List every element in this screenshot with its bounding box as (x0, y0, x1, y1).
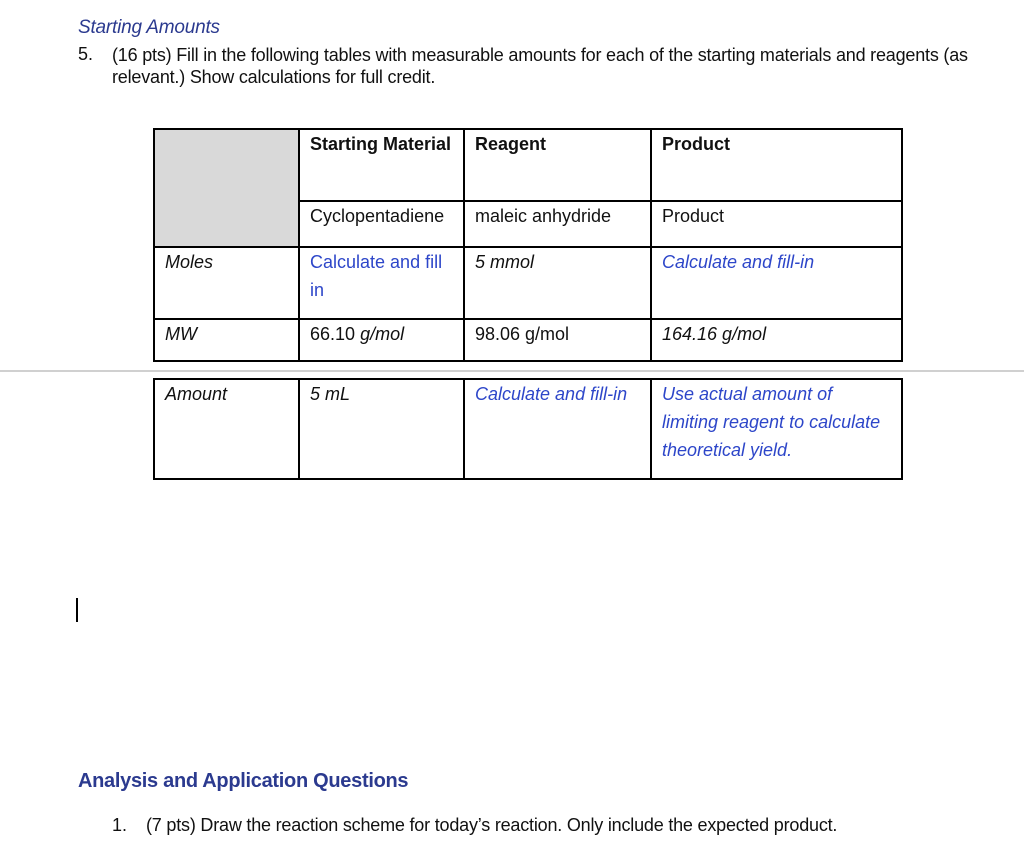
cell-moles-product[interactable]: Calculate and fill-in (651, 247, 902, 319)
page-break-divider (0, 370, 1024, 372)
analysis-question-text: (7 pts) Draw the reaction scheme for today’s reaction. Only include the expected product. (146, 815, 838, 835)
row-label-mw: MW (154, 319, 299, 361)
cell-moles-starting-material[interactable]: Calculate and fill in (299, 247, 464, 319)
cell-amount-starting-material[interactable]: 5 mL (299, 379, 464, 479)
cell-cyclopentadiene[interactable]: Cyclopentadiene (299, 201, 464, 247)
empty-header-cell (154, 129, 299, 247)
question-text: (16 pts) Fill in the following tables with measurable amounts for each of the starting materials and reagents (as relevant.) Show calculations for full credit. (112, 45, 968, 87)
question-number: 5. (78, 44, 94, 64)
cell-amount-reagent[interactable]: Calculate and fill-in (464, 379, 651, 479)
row-label-amount: Amount (154, 379, 299, 479)
mw-unit: g/mol (360, 324, 405, 344)
cell-mw-reagent[interactable]: 98.06 g/mol (464, 319, 651, 361)
analysis-heading: Analysis and Application Questions (78, 770, 409, 792)
analysis-question-number: 1. (112, 815, 128, 835)
header-product: Product (651, 129, 902, 201)
cell-maleic-anhydride[interactable]: maleic anhydride (464, 201, 651, 247)
text-cursor (76, 598, 78, 622)
cell-amount-product[interactable]: Use actual amount of limiting reagent to calculate theoretical yield. (651, 379, 902, 479)
header-reagent: Reagent (464, 129, 651, 201)
cell-product-name[interactable]: Product (651, 201, 902, 247)
cell-moles-reagent[interactable]: 5 mmol (464, 247, 651, 319)
mw-value: 66.10 (310, 324, 356, 344)
cell-mw-product[interactable]: 164.16 g/mol (651, 319, 902, 361)
header-starting-material: Starting Material (299, 129, 464, 201)
amount-table (153, 378, 903, 480)
row-label-moles: Moles (154, 247, 299, 319)
starting-amounts-table (153, 128, 903, 362)
cell-mw-starting-material[interactable] (299, 319, 464, 361)
section-title: Starting Amounts (78, 17, 220, 38)
